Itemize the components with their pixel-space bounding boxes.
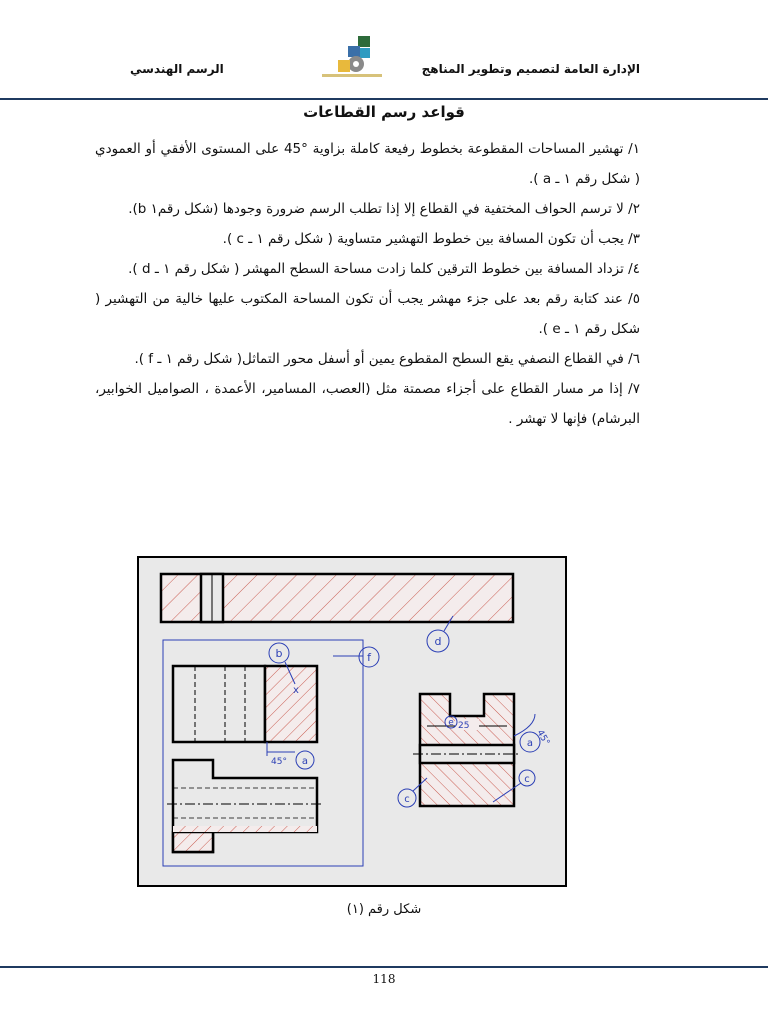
x-mark: x [293,685,299,696]
rule-7: ٧/ إذا مر مسار القطاع على أجزاء مصمتة مثل (العصب، المسامير، الأعمدة ، الصواميل الخوابير، البرشام) فإنها لا تهشر . [95,381,640,427]
dim-25: 25 [458,721,470,731]
page-title: قواعد رسم القطاعات [303,103,465,121]
label-f: f [367,651,371,664]
rule-1: ١/ تهشير المساحات المقطوعة بخطوط رفيعة كاملة بزاوية °45 على المستوى الأفقي أو العمودي ( شكل رقم ١ ـ a ). [95,141,640,187]
label-e: e [448,718,454,728]
rule-4: ٤/ تزداد المسافة بين خطوط الترقين كلما زادت مساحة السطح المهشر ( شكل رقم ١ ـ d ). [128,261,640,277]
label-c-right: c [524,774,530,785]
label-b: b [275,647,283,660]
section-rules-figure [137,556,567,887]
ministry-logo [322,36,382,80]
header-rule [0,98,768,100]
footer-rule [0,966,768,968]
rules-list [95,134,640,434]
label-d: d [434,635,442,648]
label-a-right: a [526,738,534,749]
label-c-left: c [404,794,410,805]
label-a-left: a [301,756,309,767]
angle-45-right: 45° [534,728,552,748]
rule-6: ٦/ في القطاع النصفي يقع السطح المقطوع يمين أو أسفل محور التماثل( شكل رقم ١ ـ f ). [134,351,640,367]
header-left-title: الرسم الهندسي [130,62,224,76]
rule-3: ٣/ يجب أن تكون المسافة بين خطوط التهشير متساوية ( شكل رقم ١ ـ c ). [222,231,640,247]
shaft-hatch [173,832,213,852]
rule-2: ٢/ لا ترسم الحواف المختفية في القطاع إلا إذا تطلب الرسم ضرورة وجودها (شكل رقم١ b). [128,201,640,217]
page-number: 118 [372,972,396,986]
half-section-hatch [265,666,317,742]
figure-caption: شكل رقم (١) [346,902,422,917]
header-right-title: الإدارة العامة لتصميم وتطوير المناهج [421,62,640,76]
angle-45-left: 45° [271,757,287,767]
rule-5: ٥/ عند كتابة رقم بعد على جزء مهشر يجب أن تكون المساحة المكتوب عليها خالية من التهشير ( شكل رقم ١ ـ e ). [95,291,640,337]
